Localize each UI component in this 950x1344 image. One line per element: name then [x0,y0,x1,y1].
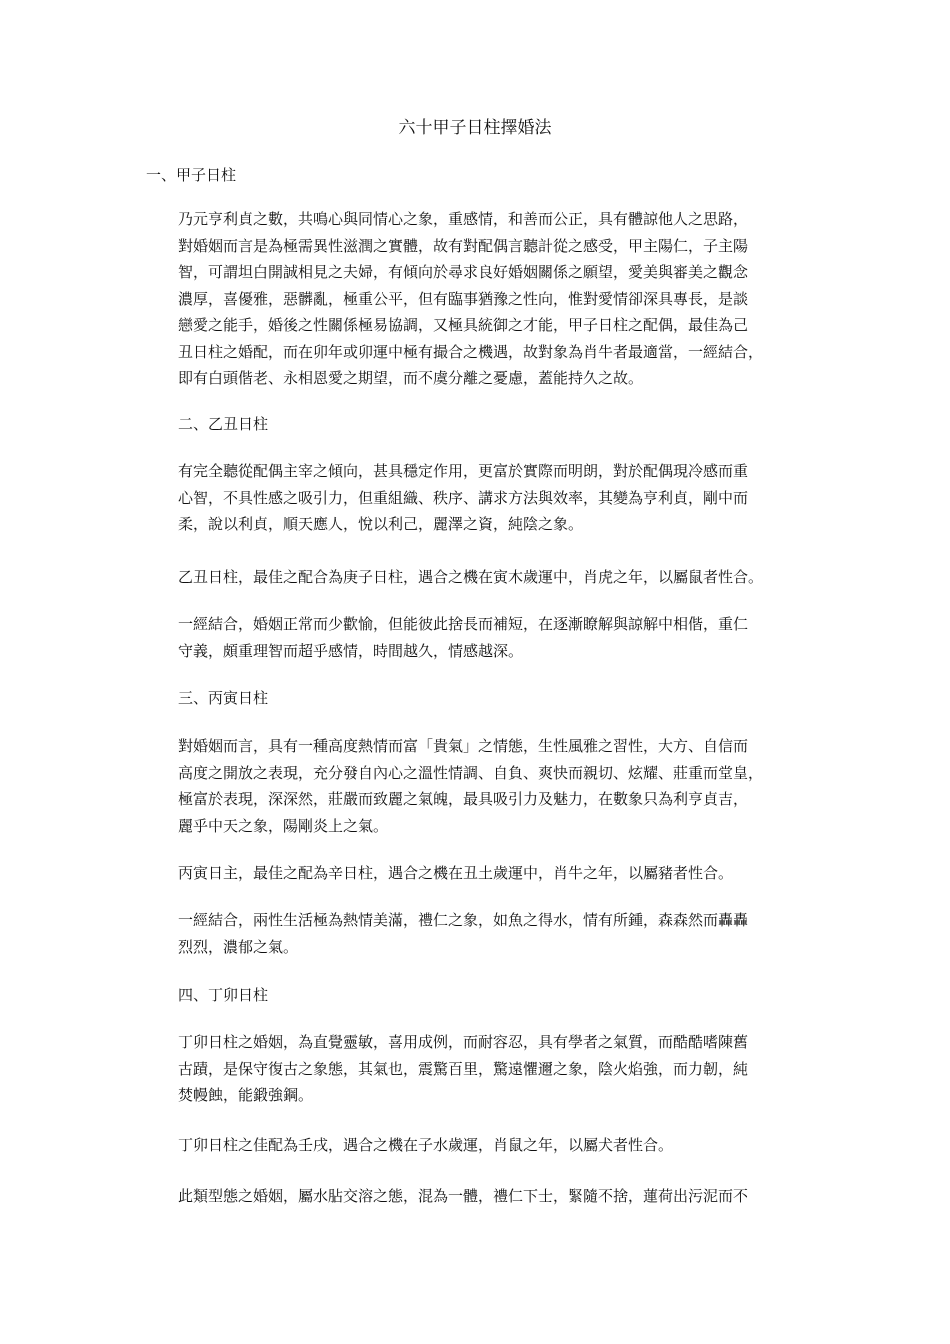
text-line: 焚幔蝕，能鍛強鋼。 [178,1086,314,1104]
paragraph [178,206,810,392]
section-heading-2: 二、乙丑日柱 [178,415,269,433]
paragraph [178,1132,810,1159]
text-line: 心智，不具性感之吸引力，但重組織、秩序、講求方法與效率，其變為亨利貞，剛中而 [178,488,749,507]
paragraph [178,860,810,887]
section-heading-3: 三、丙寅日柱 [178,689,269,707]
text-line: 一經結合，兩性生活極為熱情美滿，禮仁之象，如魚之得水，情有所鍾，森森然而轟轟 [178,911,749,929]
paragraph [178,611,810,664]
section-heading-4: 四、丁卯日柱 [178,986,269,1004]
paragraph [178,907,810,960]
text-line: 即有白頭偕老、永相恩愛之期望，而不虞分離之憂慮，蓋能持久之故。 [178,369,644,387]
text-line: 有完全聽從配偶主宰之傾向，甚具穩定作用，更富於實際而明朗，對於配偶現冷感而重 [178,462,749,480]
text-line: 柔，說以利貞，順天應人，悅以利己，麗澤之資，純陰之象。 [178,515,584,533]
text-line: 丙寅日主，最佳之配為辛日柱，遇合之機在丑土歲運中，肖牛之年，以屬豬者性合。 [178,864,734,882]
text-line: 丁卯日柱之婚姻，為直覺靈敏，喜用成例，而耐容忍，具有學者之氣質，而酷酷嗜陳舊 [178,1033,749,1051]
paragraph [178,733,810,839]
paragraph [178,458,810,538]
text-line: 烈烈，濃郁之氣。 [178,937,299,956]
text-line: 戀愛之能手，婚後之性關係極易協調，又極具統御之才能，甲子日柱之配偶，最佳為己 [178,316,749,334]
text-line: 極富於表現，深深然，莊嚴而致麗之氣魄，最具吸引力及魅力，在數象只為利亨貞吉， [178,790,749,808]
text-line: 古蹟，是保守復古之象態，其氣也，震驚百里，驚遠懼邇之象，陰火焰強，而力韌，純 [178,1059,749,1078]
text-line: 智，可謂坦白開誠相見之夫婦，有傾向於尋求良好婚姻關係之願望，愛美與審美之觀念 [178,263,749,281]
text-line: 丁卯日柱之佳配為壬戌，遇合之機在子水歲運，肖鼠之年，以屬犬者性合。 [178,1136,674,1154]
text-line: 守義，頗重理智而超乎感情，時間越久，情感越深。 [178,641,524,660]
document-title: 六十甲子日柱擇婚法 [398,118,552,138]
text-line: 一經結合，婚姻正常而少歡愉，但能彼此捨長而補短，在逐漸瞭解與諒解中相偕，重仁 [178,615,749,633]
section-heading-1: 一、甲子日柱 [146,166,237,184]
paragraph [178,1183,810,1210]
text-line: 對婚姻而言是為極需異性滋潤之實體，故有對配偶言聽計從之感受，甲主陽仁，子主陽 [178,236,749,255]
text-line: 高度之開放之表現，充分發自內心之溫性情調、自負、爽快而親切、炫耀、莊重而堂皇， [178,763,764,782]
paragraph [178,564,810,591]
text-line: 此類型態之婚姻，屬水胋交溶之態，混為一體，禮仁下士，緊隨不捨，蓮荷出污泥而不 [178,1187,749,1205]
text-line: 乙丑日柱，最佳之配合為庚子日柱，遇合之機在寅木歲運中，肖虎之年，以屬鼠者性合。 [178,568,764,586]
text-line: 麗乎中天之象，陽剛炎上之氣。 [178,816,389,835]
paragraph [178,1029,810,1109]
text-line: 對婚姻而言，具有一種高度熱情而富「貴氣」之情態，生性風雅之習性，大方、自信而 [178,737,749,755]
text-line: 丑日柱之婚配，而在卯年或卯運中極有撮合之機遇，故對象為肖牛者最適當，一經結合， [178,342,764,361]
text-line: 乃元亨利貞之數，共鳴心與同情心之象，重感情，和善而公正，具有體諒他人之思路， [178,210,749,228]
text-line: 濃厚，喜優雅，惡髒亂，極重公平，但有臨事猶豫之性向，惟對愛情卻深具專長，是談 [178,289,749,308]
